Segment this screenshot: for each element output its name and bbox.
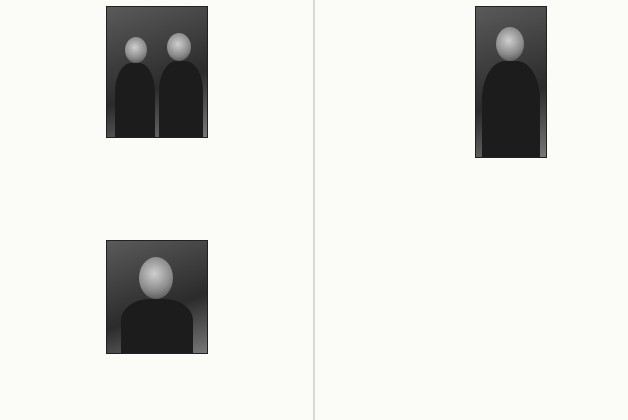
honoree-photo [475,6,547,158]
right-col-4 [551,46,623,408]
left-col-1 [6,8,102,408]
portrait-photo [106,240,208,354]
left-col-2-top [106,6,206,10]
banquet-photo-caption [106,139,206,173]
left-col-3 [210,8,308,408]
right-col-3 [475,160,547,408]
right-page [315,0,628,420]
class-heading [210,12,308,31]
left-col-2-bottom [106,176,206,236]
right-col-2 [395,8,471,408]
left-page [0,0,313,420]
right-col-1 [319,8,391,408]
class-heading [551,50,623,69]
honoree-photo-caption [547,8,623,42]
left-footer [100,410,160,416]
banquet-photo [106,6,208,138]
right-footer [411,410,471,416]
portrait-photo-caption [106,355,206,401]
class-heading [6,12,102,31]
